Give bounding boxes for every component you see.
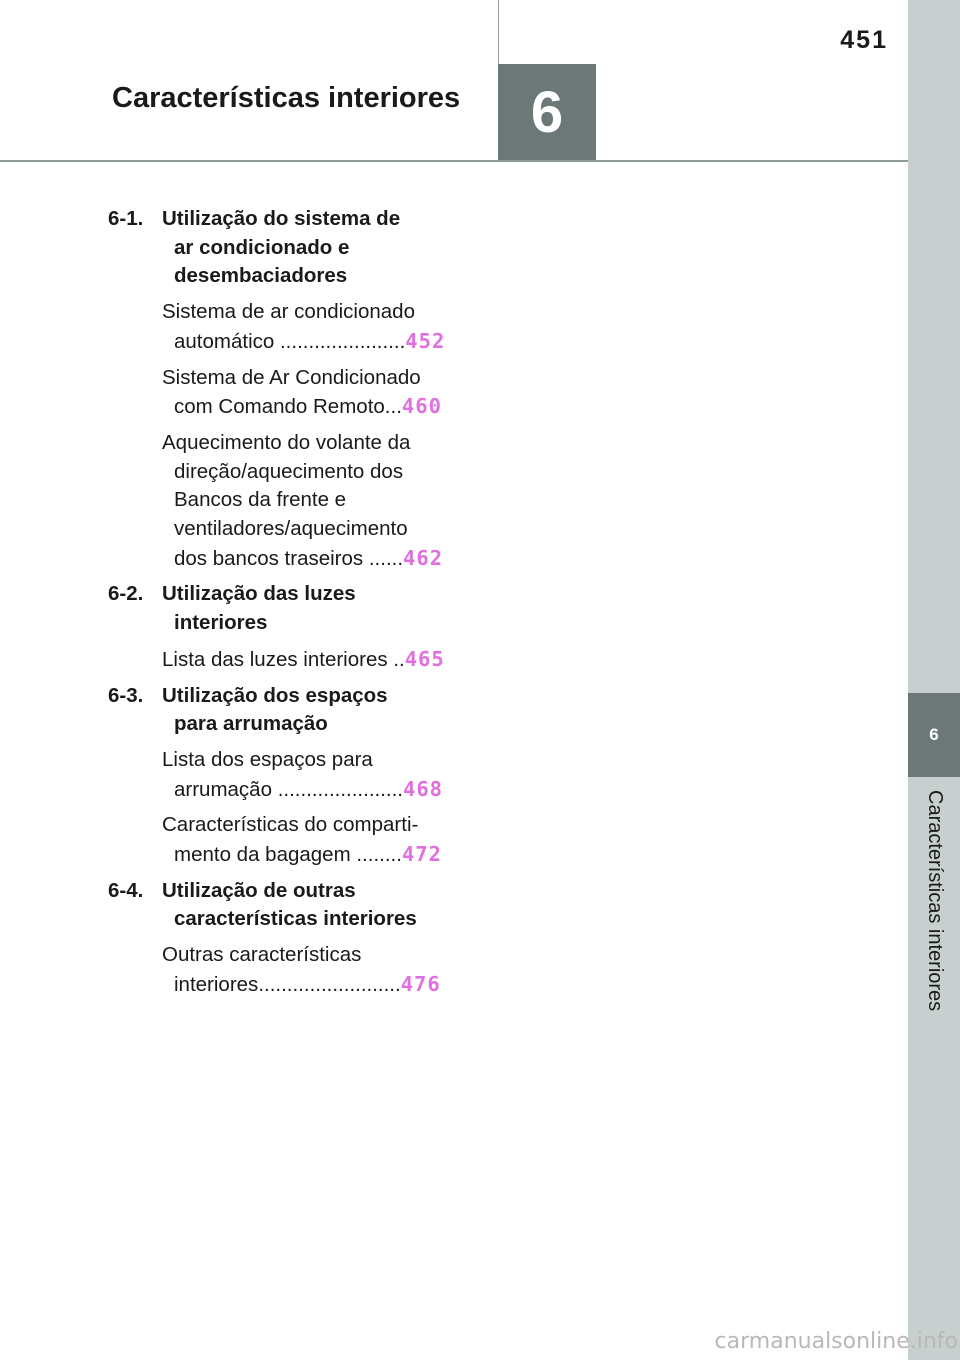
toc-section-title-line: Utilização dos espaços bbox=[162, 683, 388, 707]
header-divider-vertical bbox=[498, 0, 499, 64]
toc-page-link[interactable]: 476 bbox=[400, 971, 441, 996]
toc-entry[interactable] bbox=[162, 298, 460, 356]
toc-leader-dots: ........ bbox=[356, 843, 402, 867]
toc-entry-text: ventiladores/aquecimento bbox=[174, 517, 408, 541]
toc-section-title-line: desembaciadores bbox=[174, 264, 348, 288]
toc-page-link[interactable]: 462 bbox=[403, 545, 444, 570]
toc-section-title-line: Utilização das luzes bbox=[162, 582, 356, 606]
toc-page-link[interactable]: 460 bbox=[401, 394, 442, 419]
toc-section-number: 6-4. bbox=[108, 878, 144, 902]
header-title: Características interiores bbox=[112, 82, 461, 114]
toc-section-title-line: interiores bbox=[174, 611, 268, 635]
toc-section-number: 6-3. bbox=[108, 683, 144, 707]
toc-entry-text: Sistema de ar condicionado bbox=[162, 300, 415, 324]
toc-entry-text: automático bbox=[174, 329, 280, 353]
watermark: carmanualsonline.info bbox=[714, 1329, 958, 1354]
toc-section-title bbox=[162, 682, 460, 739]
toc-section-title-line: Utilização do sistema de bbox=[162, 207, 401, 230]
toc-entry-text: Lista dos espaços para bbox=[162, 747, 373, 771]
toc-leader-dots: .. bbox=[393, 647, 405, 671]
toc-section bbox=[108, 205, 460, 573]
side-strip bbox=[908, 0, 960, 1360]
toc-section-heading[interactable] bbox=[108, 580, 460, 637]
header-divider-horizontal bbox=[0, 160, 908, 162]
toc-page-link[interactable]: 468 bbox=[403, 776, 444, 801]
toc-entry-text: com Comando Remoto bbox=[174, 395, 385, 419]
table-of-contents bbox=[108, 205, 460, 1007]
toc-section bbox=[108, 877, 460, 1000]
toc-entry[interactable] bbox=[162, 645, 460, 675]
toc-section-title-line: Utilização de outras bbox=[162, 878, 356, 902]
side-chapter-tab[interactable]: 6 bbox=[908, 693, 960, 777]
toc-section-number: 6-1. bbox=[108, 207, 144, 230]
toc-section-title bbox=[162, 877, 460, 934]
toc-entry[interactable] bbox=[162, 364, 460, 422]
toc-page-link[interactable]: 465 bbox=[404, 646, 445, 671]
toc-entry[interactable] bbox=[162, 429, 460, 574]
toc-entry-text: mento da bagagem bbox=[174, 843, 357, 867]
toc-entry[interactable] bbox=[162, 746, 460, 804]
toc-section-title bbox=[162, 205, 460, 291]
toc-section-heading[interactable] bbox=[108, 205, 460, 291]
toc-entry-text: Sistema de Ar Condicionado bbox=[162, 365, 421, 389]
toc-page-link[interactable]: 472 bbox=[401, 842, 442, 867]
toc-entry-text: Aquecimento do volante da bbox=[162, 430, 411, 454]
toc-section-heading[interactable] bbox=[108, 682, 460, 739]
toc-entry-text: direção/aquecimento dos bbox=[174, 459, 404, 483]
page-number: 451 bbox=[840, 26, 888, 54]
toc-section-title-line: para arrumação bbox=[174, 712, 328, 736]
toc-leader-dots: ......................... bbox=[258, 972, 401, 996]
toc-entry-text: Bancos da frente e bbox=[174, 488, 347, 512]
toc-entry-text: arrumação bbox=[174, 777, 278, 801]
toc-leader-dots: ...................... bbox=[279, 329, 406, 353]
toc-section-title bbox=[162, 580, 460, 637]
toc-entry-text: Lista das luzes interiores bbox=[162, 647, 394, 671]
toc-leader-dots: ... bbox=[384, 395, 402, 419]
toc-entry-text: Outras características bbox=[162, 943, 362, 967]
toc-section-heading[interactable] bbox=[108, 877, 460, 934]
toc-section bbox=[108, 580, 460, 674]
toc-section-number: 6-2. bbox=[108, 582, 144, 606]
side-chapter-label: Características interiores bbox=[924, 790, 946, 1012]
toc-entry-text: dos bancos traseiros bbox=[174, 546, 369, 570]
toc-entry-text: Características do comparti- bbox=[162, 813, 419, 837]
toc-section-title-line: ar condicionado e bbox=[174, 235, 350, 259]
toc-entry[interactable] bbox=[162, 941, 460, 999]
toc-section bbox=[108, 682, 460, 870]
toc-leader-dots: ...................... bbox=[277, 777, 403, 801]
toc-leader-dots: ...... bbox=[368, 546, 404, 570]
toc-entry[interactable] bbox=[162, 811, 460, 869]
chapter-number-box: 6 bbox=[498, 64, 596, 161]
toc-page-link[interactable]: 452 bbox=[405, 328, 446, 353]
toc-section-title-line: características interiores bbox=[174, 907, 417, 931]
toc-entry-text: interiores bbox=[174, 972, 259, 996]
